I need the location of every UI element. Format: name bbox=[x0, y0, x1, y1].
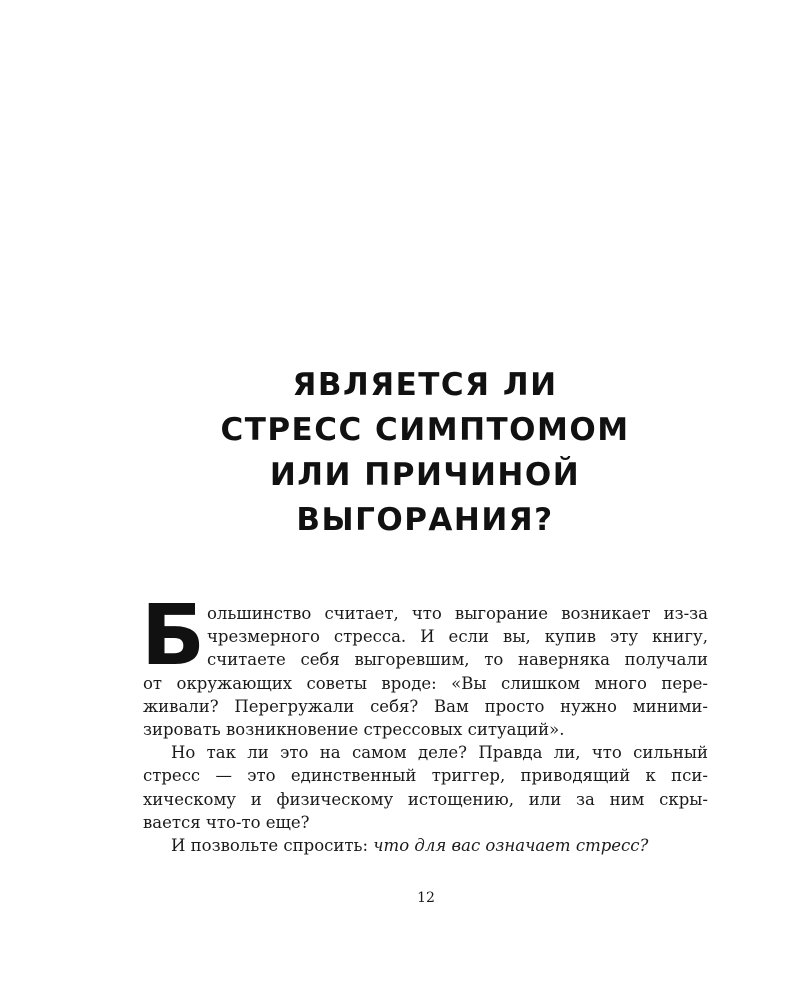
chapter-title bbox=[120, 363, 730, 543]
paragraph-line: считаете себя выгоревшим, то наверняка получали bbox=[207, 650, 708, 670]
paragraph-line: чрезмерного стресса. И если вы, купив эту книгу, bbox=[207, 627, 708, 647]
drop-cap: Б bbox=[141, 586, 206, 684]
paragraph-line bbox=[143, 834, 708, 857]
paragraph-lead: И позвольте спросить: bbox=[171, 835, 374, 855]
italic-question: что для вас означает стресс? bbox=[373, 835, 649, 855]
paragraph-line: ольшинство считает, что выгорание возникает из-за bbox=[207, 604, 708, 623]
paragraph-line: стресс — это единственный триггер, приводящий к пси- bbox=[143, 766, 708, 786]
paragraph-line: зировать возникновение стрессовых ситуаций». bbox=[143, 719, 565, 739]
paragraph-line: от окружающих советы вроде: «Вы слишком много пере- bbox=[143, 673, 708, 693]
chapter-title-line: СТРЕСС СИМПТОМОМ bbox=[220, 412, 630, 448]
chapter-title-line: ИЛИ ПРИЧИНОЙ bbox=[269, 457, 581, 493]
paragraph-line: хическому и физическому истощению, или за ним скры- bbox=[143, 789, 708, 809]
body-text bbox=[141, 586, 708, 857]
chapter-title-line: ВЫГОРАНИЯ? bbox=[296, 502, 554, 538]
page-number: 12 bbox=[417, 890, 435, 906]
paragraph-line: Но так ли это на самом деле? Правда ли, что сильный bbox=[171, 743, 708, 763]
chapter-title-line: ЯВЛЯЕТСЯ ЛИ bbox=[292, 367, 558, 403]
paragraph-line: живали? Перегружали себя? Вам просто нужно миними- bbox=[143, 696, 708, 716]
paragraph-line: вается что-то еще? bbox=[143, 812, 310, 832]
